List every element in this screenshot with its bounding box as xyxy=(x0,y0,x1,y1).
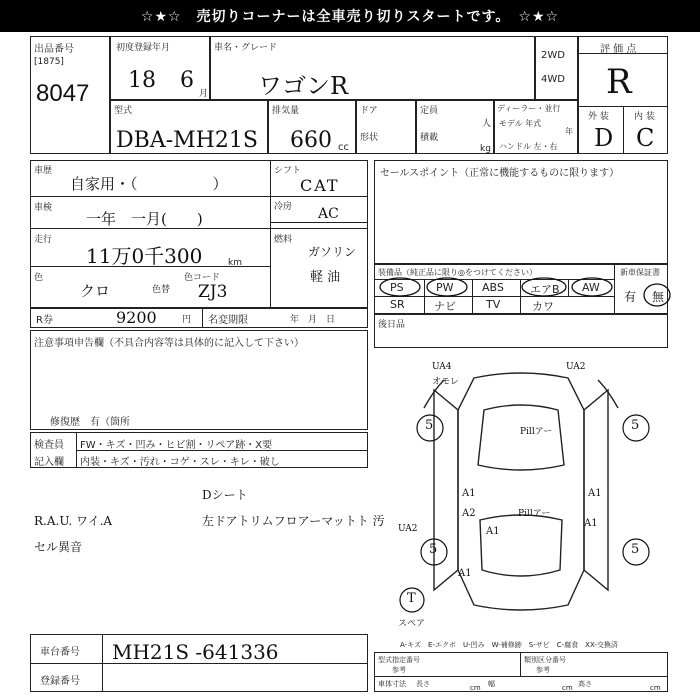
tax-unit: 円 xyxy=(182,315,192,325)
entry-label: 記入欄 xyxy=(34,457,64,468)
reg-month-unit: 月 xyxy=(199,89,209,99)
shift-value: CAT xyxy=(300,176,340,195)
capacity-unit: 人 xyxy=(482,119,492,129)
type-label: 車歴 xyxy=(34,166,53,176)
height-unit: cm xyxy=(650,684,661,692)
tax-label: R券 xyxy=(36,315,53,326)
name-change-label: 名変期限 xyxy=(208,315,248,326)
rear-label: 後日品 xyxy=(378,320,406,330)
length-unit: cm xyxy=(470,684,481,692)
equip-airbag: エアB xyxy=(530,283,560,296)
mark-ua4: UA4 xyxy=(432,362,452,372)
reg-label: 初度登録年月 xyxy=(116,43,171,53)
mark-a1: A1 xyxy=(458,568,472,579)
lot-number: 8047 xyxy=(36,80,90,107)
reg-month: 6 xyxy=(180,68,194,93)
inspection-value: 一年 一月( ) xyxy=(86,210,203,228)
equip-label: 装備品（純正品に限り◎をつけてください） xyxy=(378,268,537,277)
mark-a2: A2 xyxy=(462,508,476,519)
mark-pillar-top: Pillアー xyxy=(520,427,553,437)
name-change-unit: 年 月 日 xyxy=(290,315,336,325)
equip-tv: TV xyxy=(486,298,501,311)
shift-label: シフト xyxy=(274,166,302,176)
tax-value: 9200 xyxy=(116,308,157,327)
score-label: 評 価 点 xyxy=(600,44,637,55)
model-value: DBA-MH21S xyxy=(116,128,258,153)
tire-rr: 5 xyxy=(631,542,640,557)
cc-label: 排気量 xyxy=(272,106,300,116)
damage-legend: A-キズ E-エクボ U-凹み W-補修跡 S-サビ C-腐食 XX-交換済 xyxy=(400,641,618,649)
mark-ua2-top: UA2 xyxy=(566,362,586,372)
drive-4wd: 4WD xyxy=(541,74,565,85)
int-label: 内 装 xyxy=(634,112,655,122)
drive-2wd: 2WD xyxy=(541,50,565,61)
cc-unit: cc xyxy=(338,142,349,153)
model-label: 型式 xyxy=(114,106,133,116)
model-year-label: モデル 年式 xyxy=(499,119,542,128)
inspector-label: 検査員 xyxy=(34,440,64,451)
fuel-diesel: 軽 油 xyxy=(310,270,341,285)
note-hand-2: 左ドアトリムフロアーマットト 汚 xyxy=(202,514,385,528)
notes-label: 注意事項申告欄（不具合内容等は具体的に記入して下さい） xyxy=(34,338,304,349)
capacity-label: 定員 xyxy=(420,106,439,116)
inspector-row: FW・キズ・凹み・ヒビ割・リペア跡・X要 xyxy=(80,440,273,451)
width-label: 幅 xyxy=(488,680,495,688)
mark-a1: A1 xyxy=(486,526,500,537)
equip-leather: カワ xyxy=(532,300,554,313)
mark-ua4b: オモレ xyxy=(432,377,460,387)
ext-label: 外 装 xyxy=(588,112,609,122)
mileage-label: 走行 xyxy=(34,235,53,245)
mileage-value: 11万0千300 xyxy=(86,244,203,268)
length-label: 長さ xyxy=(416,680,430,688)
tire-fr: 5 xyxy=(631,418,640,433)
type-ref: 参考 xyxy=(392,666,406,674)
mark-a1: A1 xyxy=(584,518,598,529)
color-code-label: 色コード xyxy=(184,273,221,283)
type-value: 自家用・（ ） xyxy=(70,175,228,193)
equip-sr: SR xyxy=(390,298,405,311)
fuel-label: 燃料 xyxy=(274,235,293,245)
equip-aw: AW xyxy=(582,281,600,294)
year-unit: 年 xyxy=(565,127,573,136)
door-label: ドア xyxy=(360,106,378,116)
lot-sub: [1875] xyxy=(34,57,64,67)
drive-box xyxy=(535,36,578,100)
chassis-value: MH21S -641336 xyxy=(112,640,279,664)
reg-number-label: 登録番号 xyxy=(40,676,80,687)
int-grade: C xyxy=(636,124,655,152)
mileage-unit: km xyxy=(228,258,242,268)
type-label: 型式指定番号 xyxy=(378,656,420,664)
inspection-label: 車検 xyxy=(34,203,53,213)
color-value: クロ xyxy=(80,282,111,300)
reg-year: 18 xyxy=(128,68,156,93)
equip-pw: PW xyxy=(436,281,454,294)
shape-label: 形状 xyxy=(360,133,379,143)
load-unit: kg xyxy=(480,144,491,154)
chassis-label: 車台番号 xyxy=(40,647,80,658)
sales-label: セールスポイント（正常に機能するものに限ります） xyxy=(380,168,620,179)
mark-ua2-left: UA2 xyxy=(398,524,418,534)
ac-label: 冷房 xyxy=(274,202,293,212)
note-hand-3: R.A.U. ワイ.A xyxy=(34,514,113,528)
lot-label: 出品番号 xyxy=(34,44,74,55)
color-code: ZJ3 xyxy=(198,282,228,302)
ext-grade: D xyxy=(594,124,614,152)
car-name: ワゴンR xyxy=(258,72,349,100)
equip-abs: ABS xyxy=(482,281,504,294)
size-label: 車体寸法 xyxy=(378,680,406,688)
warranty-no-circle xyxy=(642,282,672,308)
mark-a1: A1 xyxy=(588,488,602,499)
score-value: R xyxy=(606,62,632,102)
dealer-label: ディーラー・並行 xyxy=(497,104,561,113)
warranty-yes: 有 xyxy=(624,290,637,304)
cc-value: 660 xyxy=(290,128,332,153)
banner: ☆★☆ 売切りコーナーは全車売り切りスタートです。 ☆★☆ xyxy=(0,0,700,32)
handle-label: ハンドル 左・右 xyxy=(499,142,558,151)
note-hand-4: セル異音 xyxy=(34,540,83,554)
category-label: 類別区分番号 xyxy=(524,656,566,664)
ac-value: AC xyxy=(318,206,339,222)
warranty-no: 無 xyxy=(652,290,665,304)
equip-ps: PS xyxy=(390,281,404,294)
tire-circles xyxy=(414,410,654,580)
equip-navi: ナビ xyxy=(434,300,456,313)
mark-pillar-mid: Pillアー xyxy=(518,509,551,519)
repair-label: 修復歴 有（箇所 xyxy=(50,417,130,428)
fuel-gas: ガソリン xyxy=(308,245,357,259)
color-change-label: 色替 xyxy=(152,285,171,295)
tire-rl: 5 xyxy=(429,542,438,557)
tire-fl: 5 xyxy=(425,418,434,433)
color-label: 色 xyxy=(34,273,44,283)
spare-mark: T xyxy=(407,591,416,606)
category-ref: 参考 xyxy=(536,666,550,674)
name-label: 車名・グレード xyxy=(214,43,278,53)
width-unit: cm xyxy=(562,684,573,692)
height-label: 高さ xyxy=(578,680,592,688)
rear-box xyxy=(374,314,668,348)
equip-circles xyxy=(374,274,624,300)
spare-label: スペア xyxy=(398,619,426,629)
note-hand-1: Dシート xyxy=(202,488,248,502)
entry-row: 内装・キズ・汚れ・コゲ・スレ・キレ・破し xyxy=(80,457,280,468)
load-label: 積載 xyxy=(420,133,439,143)
mark-a1: A1 xyxy=(462,488,476,499)
new-warranty-label: 新車保証書 xyxy=(620,268,660,277)
